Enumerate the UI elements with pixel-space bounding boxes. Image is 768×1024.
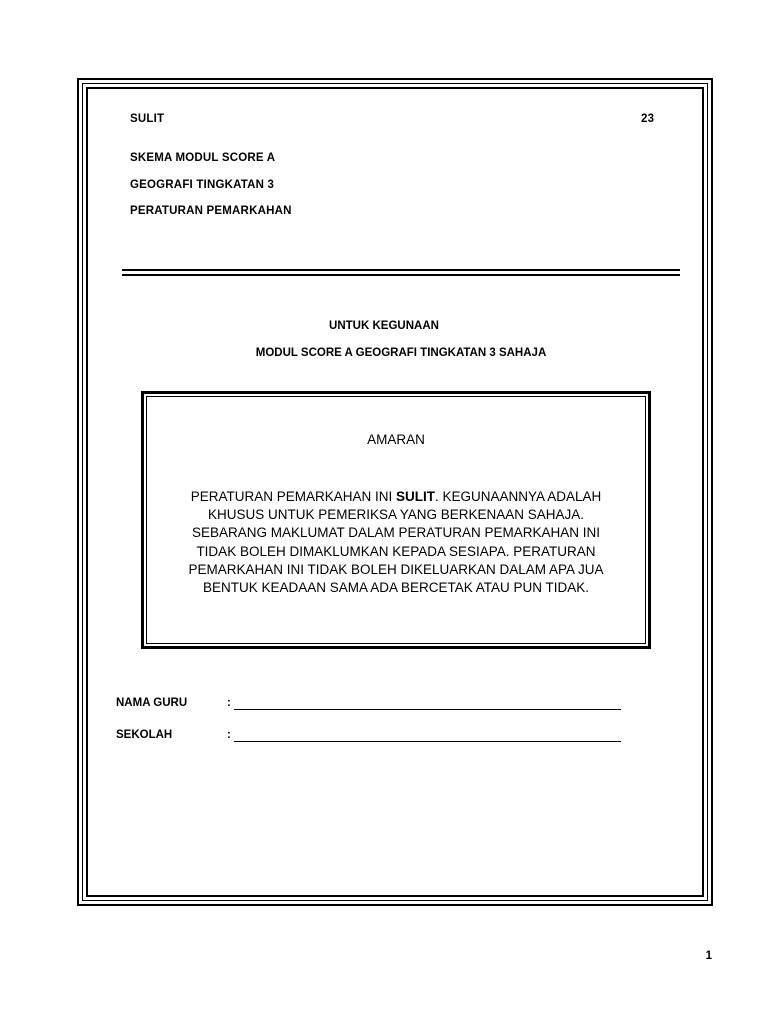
school-label: SEKOLAH: [116, 729, 173, 741]
divider-rule-bottom: [122, 274, 680, 276]
teacher-name-colon: :: [227, 697, 231, 709]
warning-box: [141, 391, 651, 649]
usage-scope: MODUL SCORE A GEOGRAFI TINGKATAN 3 SAHAJA: [255, 347, 547, 359]
warning-emphasis: SULIT: [395, 489, 435, 504]
warning-line-3: SEBARANG MAKLUMAT DALAM PERATURAN PEMARKAHAN INI: [191, 525, 601, 541]
warning-line-2: KHUSUS UNTUK PEMERIKSA YANG BERKENAAN SAHAJA.: [207, 507, 585, 523]
document-title: SKEMA MODUL SCORE A: [130, 152, 276, 164]
page-number: 1: [705, 950, 712, 962]
teacher-name-label: NAMA GURU: [116, 697, 188, 709]
school-field[interactable]: [234, 741, 621, 742]
teacher-name-field[interactable]: [234, 709, 621, 710]
warning-line-4: TIDAK BOLEH DIMAKLUMKAN KEPADA SESIAPA. PERATURAN: [196, 543, 596, 559]
usage-heading: UNTUK KEGUNAAN: [329, 320, 439, 332]
document-type: PERATURAN PEMARKAHAN: [130, 205, 292, 217]
warning-line-1: PERATURAN PEMARKAHAN INI SULIT. KEGUNAANNYA ADALAH: [190, 489, 602, 504]
document-number: 23: [641, 113, 655, 125]
divider-rule-top: [122, 269, 680, 271]
subject-level: GEOGRAFI TINGKATAN 3: [130, 179, 275, 191]
warning-line-5: PEMARKAHAN INI TIDAK BOLEH DIKELUARKAN DALAM APA JUA: [188, 561, 604, 577]
school-colon: :: [227, 729, 231, 741]
warning-line-6: BENTUK KEADAAN SAMA ADA BERCETAK ATAU PUN TIDAK.: [202, 580, 590, 596]
warning-text: [162, 488, 630, 597]
classification-label: SULIT: [130, 113, 165, 125]
warning-title: AMARAN: [367, 432, 425, 447]
